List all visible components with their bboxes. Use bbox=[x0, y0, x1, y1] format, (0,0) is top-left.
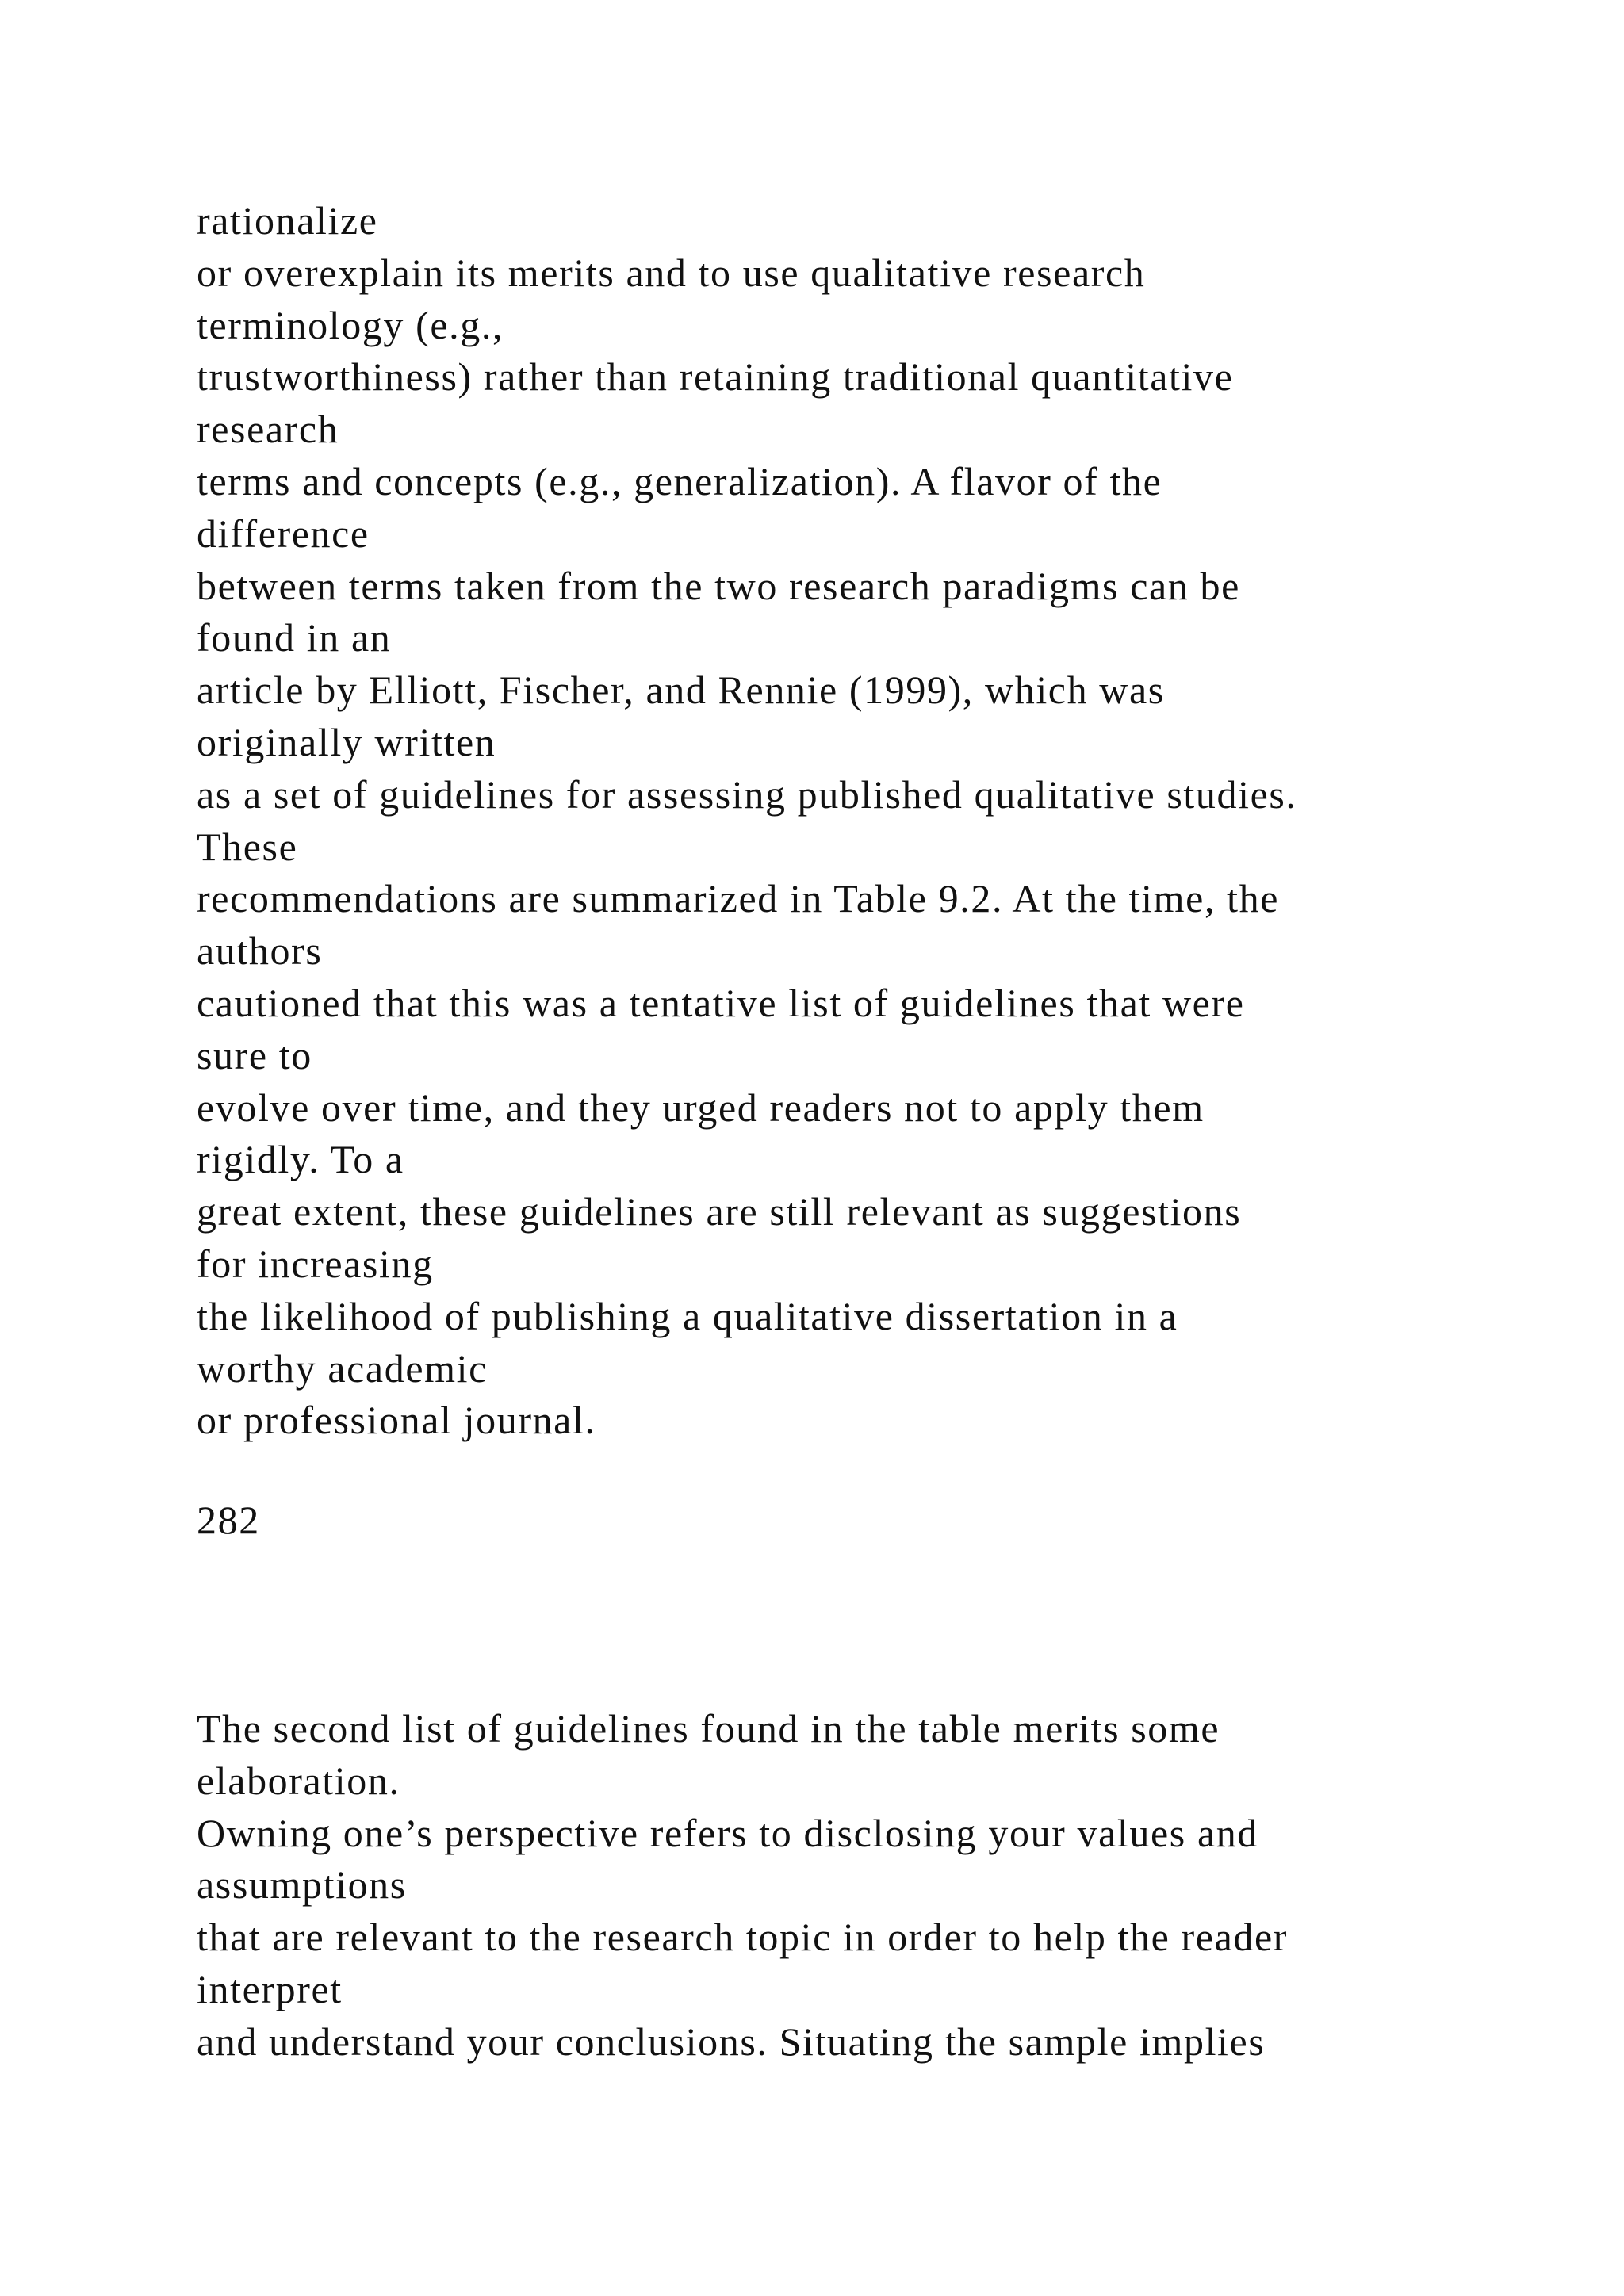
page-number bbox=[197, 1494, 1561, 1547]
text-line: for increasing bbox=[197, 1241, 434, 1286]
text-line: originally written bbox=[197, 719, 496, 764]
text-line: The second list of guidelines found in the table merits some bbox=[197, 1706, 1220, 1751]
paragraph-second-guidelines bbox=[197, 1703, 1561, 2068]
text-line: Owning one’s perspective refers to disclosing your values and bbox=[197, 1810, 1258, 1855]
text-line: article by Elliott, Fischer, and Rennie (1999), which was bbox=[197, 668, 1165, 713]
text-line: terminology (e.g., bbox=[197, 302, 504, 347]
text-line: as a set of guidelines for assessing published qualitative studies. bbox=[197, 771, 1297, 817]
text-line: sure to bbox=[197, 1032, 312, 1077]
text-line: trustworthiness) rather than retaining traditional quantitative bbox=[197, 354, 1234, 400]
text-line: or overexplain its merits and to use qualitative research bbox=[197, 250, 1146, 295]
text-line: between terms taken from the two research paradigms can be bbox=[197, 563, 1240, 608]
text-line: recommendations are summarized in Table 9.2. At the time, the bbox=[197, 876, 1280, 921]
text-line: elaboration. bbox=[197, 1758, 400, 1803]
paragraph-continuation bbox=[197, 195, 1561, 1447]
text-line: rigidly. To a bbox=[197, 1137, 404, 1182]
text-line: the likelihood of publishing a qualitative dissertation in a bbox=[197, 1293, 1178, 1338]
text-line: rationalize bbox=[197, 198, 378, 243]
text-line: and understand your conclusions. Situating the sample implies bbox=[197, 2019, 1266, 2064]
text-line: research bbox=[197, 407, 339, 452]
text-line: These bbox=[197, 824, 298, 869]
text-line: authors bbox=[197, 928, 323, 974]
text-line: that are relevant to the research topic in order to help the reader bbox=[197, 1915, 1289, 1960]
text-line: terms and concepts (e.g., generalization). A flavor of the bbox=[197, 458, 1162, 503]
text-line: worthy academic bbox=[197, 1345, 488, 1391]
text-line: assumptions bbox=[197, 1862, 407, 1908]
text-line: interpret bbox=[197, 1966, 343, 2011]
text-line: found in an bbox=[197, 615, 392, 660]
text-line: evolve over time, and they urged readers not to apply them bbox=[197, 1085, 1205, 1130]
text-line: great extent, these guidelines are still relevant as suggestions bbox=[197, 1189, 1242, 1234]
text-line: cautioned that this was a tentative list of guidelines that were bbox=[197, 980, 1245, 1025]
text-line: or professional journal. bbox=[197, 1398, 596, 1443]
page-number-text: 282 bbox=[197, 1498, 260, 1542]
text-line: difference bbox=[197, 511, 370, 556]
